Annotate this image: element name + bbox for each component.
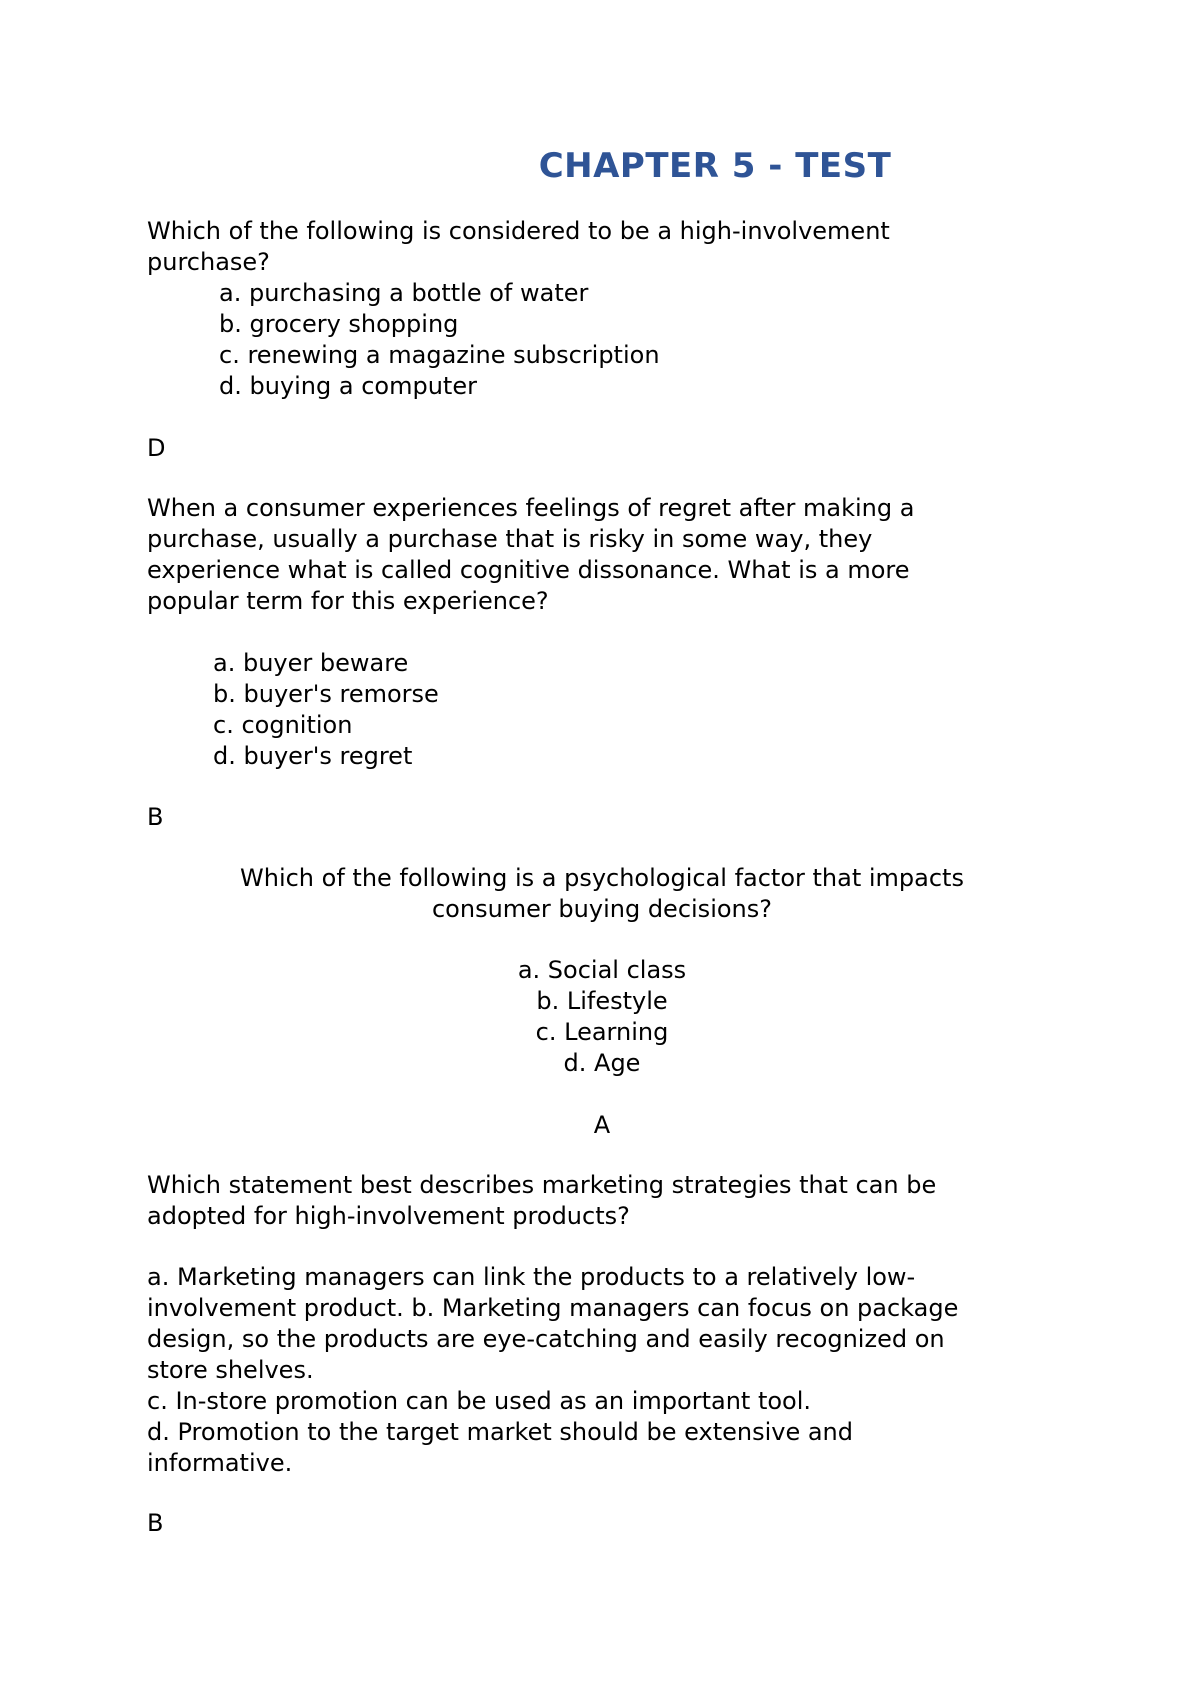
question-3-option-b: b. Lifestyle [536, 987, 668, 1015]
question-2-option-d: d. buyer's regret [213, 742, 413, 770]
question-2-text-line: purchase, usually a purchase that is risky in some way, they [147, 525, 873, 553]
question-3-option-a: a. Social class [517, 956, 687, 984]
question-2-option-c: c. cognition [213, 711, 353, 739]
question-4-options [147, 1262, 1057, 1479]
page-title: CHAPTER 5 - TEST [538, 146, 892, 186]
question-4-answer: B [147, 1509, 164, 1537]
question-2-text-line: popular term for this experience? [147, 587, 549, 615]
question-3-text-line: Which of the following is a psychological factor that impacts [240, 864, 964, 892]
question-1-option-c: c. renewing a magazine subscription [219, 341, 660, 369]
question-2 [147, 493, 1057, 617]
question-2-options [147, 648, 1057, 772]
question-2-option-b: b. buyer's remorse [213, 680, 439, 708]
question-4-option-line: informative. [147, 1449, 293, 1477]
question-4-option-line: d. Promotion to the target market should be extensive and [147, 1418, 853, 1446]
question-4 [147, 1170, 1057, 1232]
question-4-text-line: adopted for high-involvement products? [147, 1202, 630, 1230]
question-2-option-a: a. buyer beware [213, 649, 409, 677]
question-4-option-line: store shelves. [147, 1356, 314, 1384]
question-4-option-line: a. Marketing managers can link the products to a relatively low- [147, 1263, 916, 1291]
question-3-option-d: d. Age [563, 1049, 641, 1077]
question-1-option-a: a. purchasing a bottle of water [219, 279, 589, 307]
question-1 [147, 216, 1057, 402]
question-1-text-line: purchase? [147, 248, 270, 276]
question-4-option-line: design, so the products are eye-catching and easily recognized on [147, 1325, 945, 1353]
question-1-option-b: b. grocery shopping [219, 310, 459, 338]
question-3 [147, 863, 1057, 925]
question-4-option-line: involvement product. b. Marketing managers can focus on package [147, 1294, 959, 1322]
question-4-text-line: Which statement best describes marketing strategies that can be [147, 1171, 937, 1199]
question-1-option-d: d. buying a computer [219, 372, 477, 400]
question-3-answer: A [593, 1111, 611, 1139]
question-4-option-line: c. In-store promotion can be used as an important tool. [147, 1387, 812, 1415]
question-1-answer: D [147, 434, 166, 462]
question-2-text-line: experience what is called cognitive dissonance. What is a more [147, 556, 910, 584]
question-3-option-c: c. Learning [535, 1018, 669, 1046]
question-1-text-line: Which of the following is considered to be a high-involvement [147, 217, 890, 245]
question-2-text-line: When a consumer experiences feelings of regret after making a [147, 494, 915, 522]
question-2-answer: B [147, 803, 164, 831]
question-3-options [147, 955, 1057, 1079]
question-3-text-line: consumer buying decisions? [431, 895, 772, 923]
